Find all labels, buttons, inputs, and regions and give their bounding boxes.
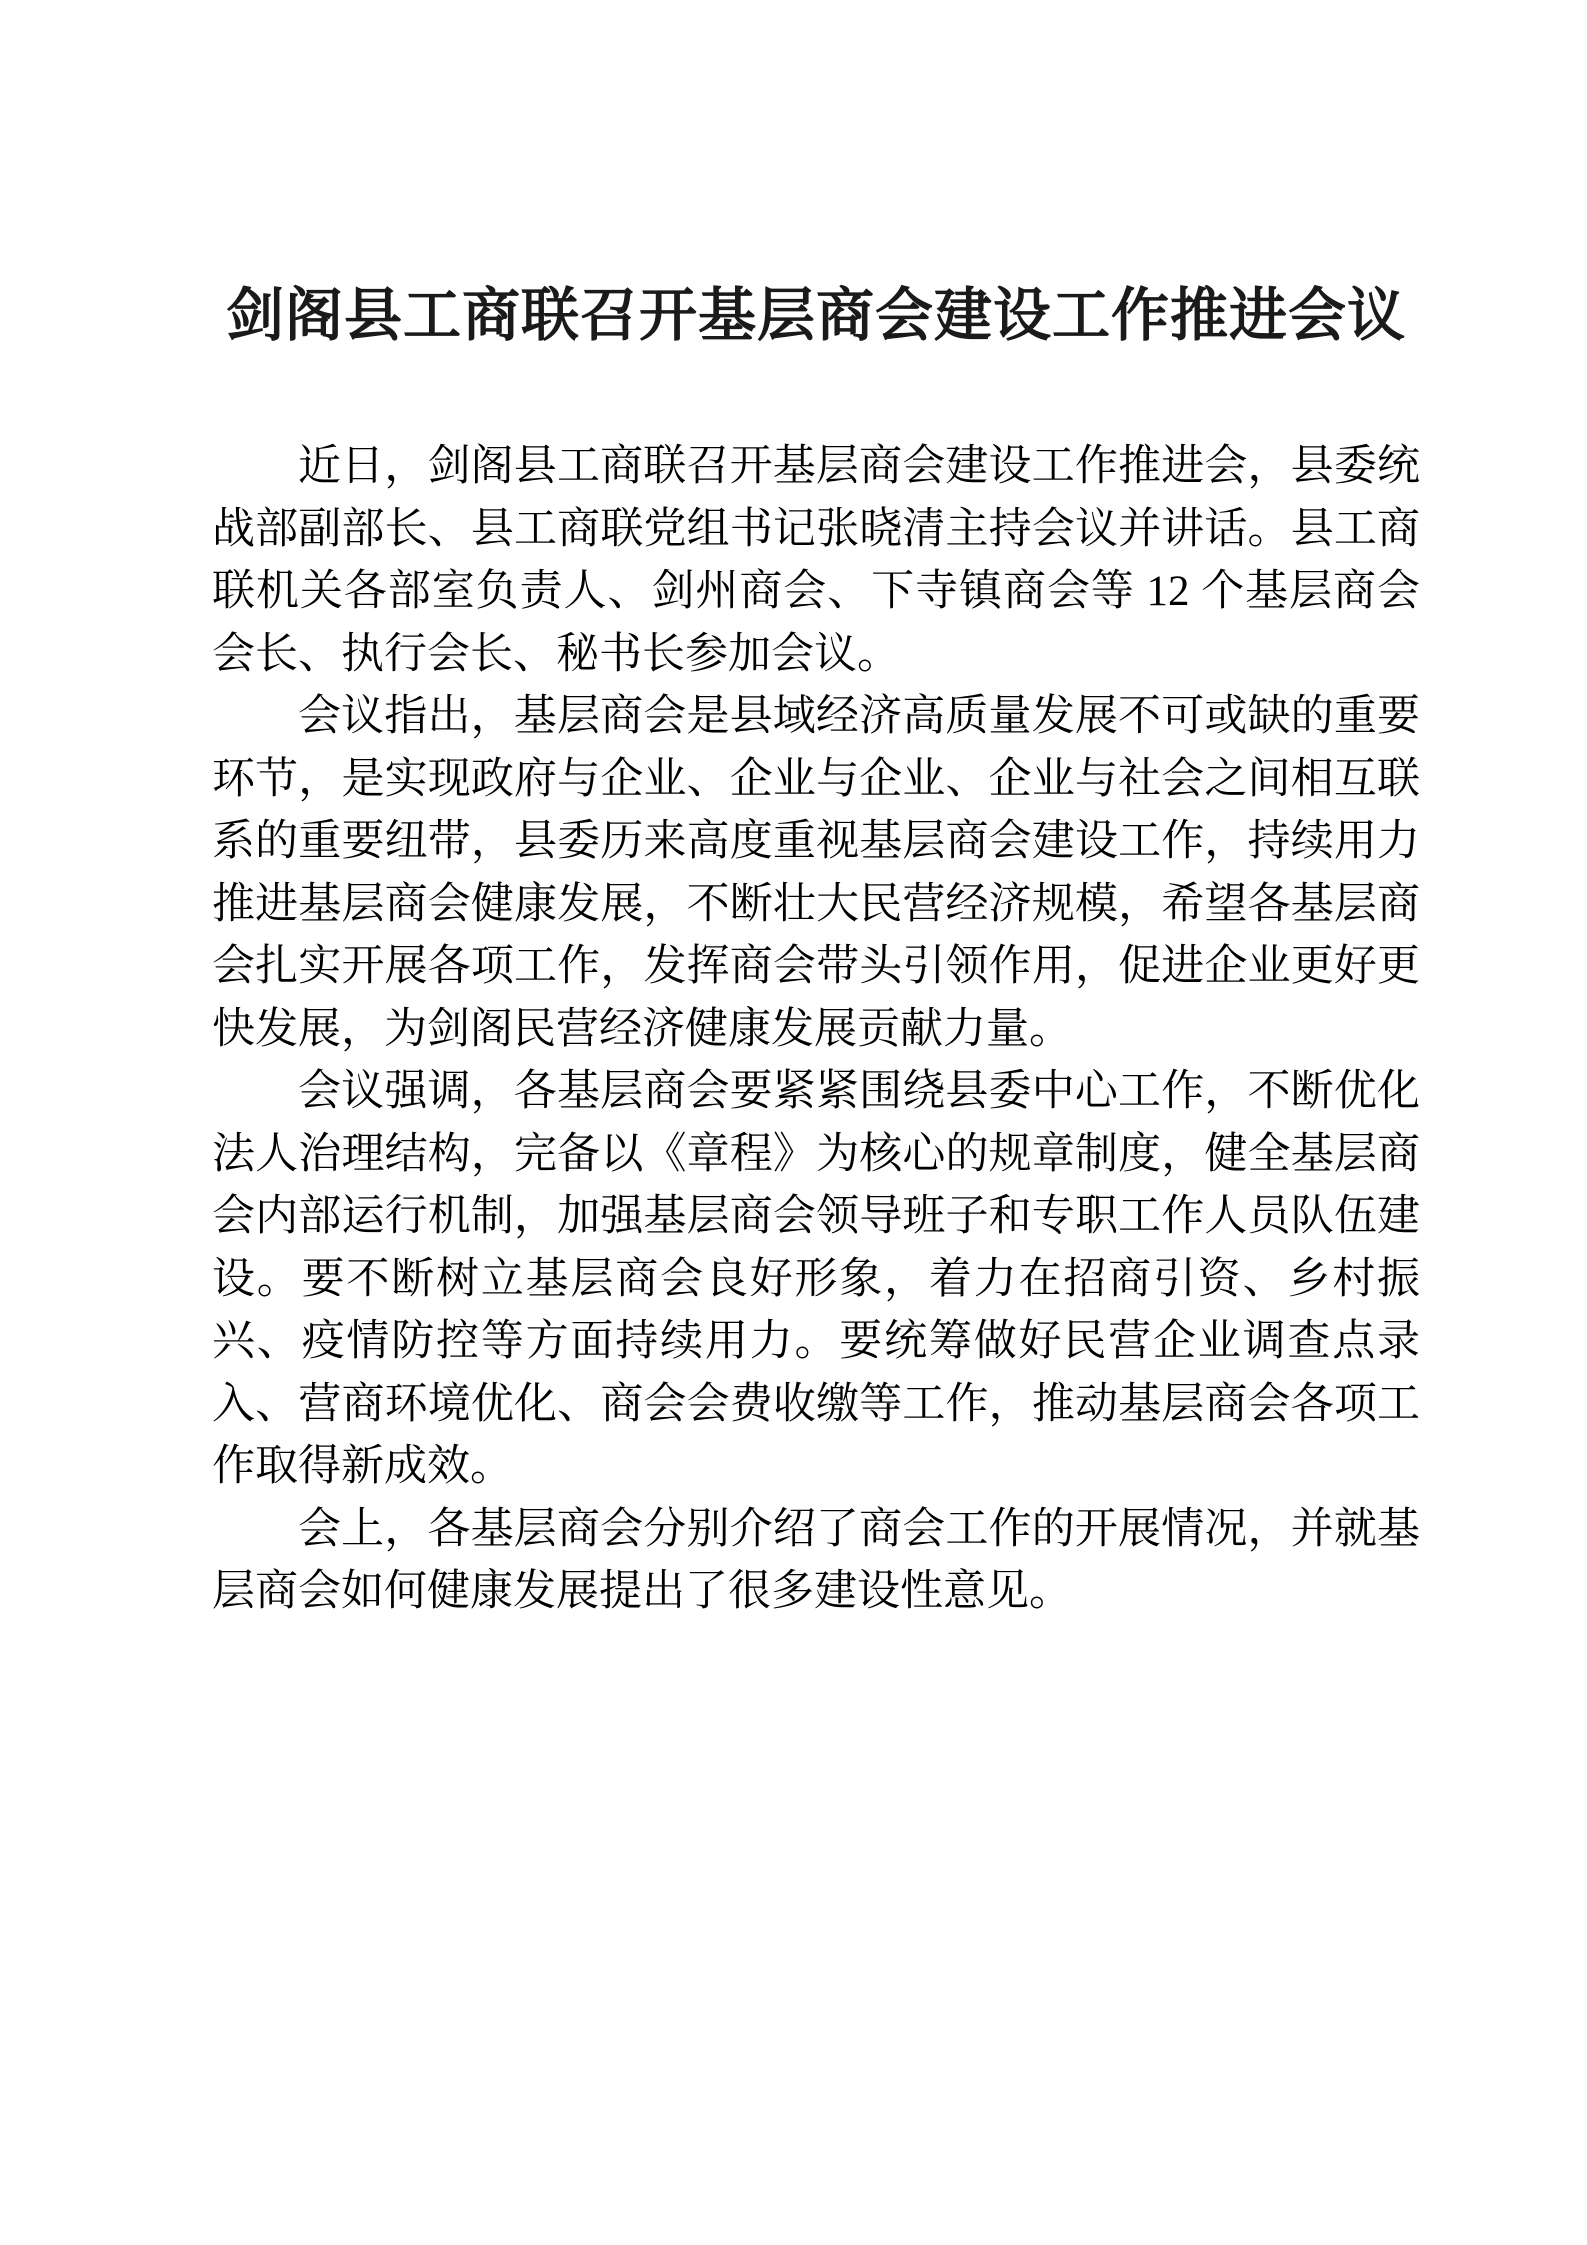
document-body <box>212 436 1420 1624</box>
document-title: 剑阁县工商联召开基层商会建设工作推进会议 <box>225 283 1406 348</box>
paragraph-1: 近日，剑阁县工商联召开基层商会建设工作推进会，县委统战部副部长、县工商联党组书记张晓清主持会议并讲话。县工商联机关各部室负责人、剑州商会、下寺镇商会等 12 个基层商会会长、执行会长、秘书长参加会议。 <box>212 443 1420 678</box>
paragraph-4: 会上，各基层商会分别介绍了商会工作的开展情况，并就基层商会如何健康发展提出了很多建设性意见。 <box>212 1505 1420 1615</box>
paragraph-3: 会议强调，各基层商会要紧紧围绕县委中心工作，不断优化法人治理结构，完备以《章程》为核心的规章制度，健全基层商会内部运行机制，加强基层商会领导班子和专职工作人员队伍建设。要不断树立基层商会良好形象，着力在招商引资、乡村振兴、疫情防控等方面持续用力。要统筹做好民营企业调查点录入、营商环境优化、商会会费收缴等工作，推动基层商会各项工作取得新成效。 <box>212 1068 1420 1490</box>
paragraph-2: 会议指出，基层商会是县域经济高质量发展不可或缺的重要环节，是实现政府与企业、企业与企业、企业与社会之间相互联系的重要纽带，县委历来高度重视基层商会建设工作，持续用力推进基层商会健康发展，不断壮大民营经济规模，希望各基层商会扎实开展各项工作，发挥商会带头引领作用，促进企业更好更快发展，为剑阁民营经济健康发展贡献力量。 <box>212 693 1420 1053</box>
